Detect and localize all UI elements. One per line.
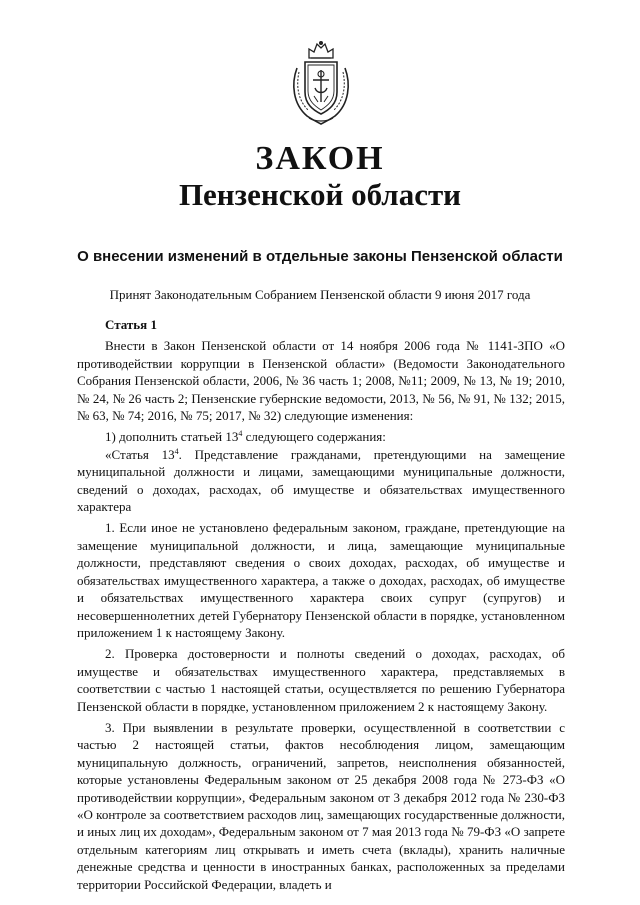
new-article-heading [77,446,565,516]
article-heading: Статья 1 [105,317,157,332]
new-article-title: . Представление гражданами, претендующими на замещение муниципальной должности и лицами, замещающими муниципальные должности, сведений о доходах, расходах, об имуществе и обязательствах имущественного характера [77,446,565,515]
document-subtitle: Пензенской области [178,177,462,212]
item-1-superscript: 4 [238,429,243,439]
clause-1-paragraph: 1. Если иное не установлено федеральным законом, граждане, претендующие на замещение муниципальной должности, и лица, замещающие муниципальные должности, представляют сведения о своих доходах, расходах, об имуществе и обязательствах имущественного характера, а также о доходах, расходах, об имуществе и обязательствах имущественного характера своих супруг (супругов) и несовершеннолетних детей Губернатору Пензенской области в порядке, установленном приложением 1 к настоящему Закону. [77,520,565,640]
law-title: О внесении изменений в отдельные законы Пензенской области [77,248,563,265]
adoption-line: Принят Законодательным Собранием Пензенской области 9 июня 2017 года [109,287,531,302]
document-title: ЗАКОН [255,140,385,177]
item-1-suffix: следующего содержания: [242,429,386,445]
penza-coat-of-arms-icon [287,38,355,126]
article-intro-paragraph: Внести в Закон Пензенской области от 14 ноября 2006 года № 1141-ЗПО «О противодействии коррупции в Пензенской области» (Ведомости Законодательного Собрания Пензенской области, 2006, № 36 часть 1; 2008, №11; 2009, № 13, № 19; 2010, № 24, № 26 часть 2; Пензенские губернские ведомости, 2013, № 56, № 91, № 132; 2015, № 63, № 74; 2016, № 75; 2017, № 32) следующие изменения: [77,338,565,424]
amendment-item-1 [77,428,565,445]
document-body [77,316,565,897]
new-article-superscript: 4 [174,446,179,456]
new-article-prefix: «Статья 13 [105,446,175,462]
clause-3-paragraph: 3. При выявлении в результате проверки, осуществленной в соответствии с частью 2 настоящей статьи, фактов несоблюдения лицом, замещающим муниципальную должность, ограничений, запретов, неисполнения обязанностей, которые установлены Федеральным законом от 25 декабря 2008 года № 273-ФЗ «О противодействии коррупции», Федеральным законом от 3 декабря 2012 года № 230-ФЗ «О контроле за соответствием расходов лиц, замещающих государственные должности, и иных лиц их доходам», Федеральным законом от 7 мая 2013 года № 79-ФЗ «О запрете отдельным категориям лиц открывать и иметь счета (вклады), хранить наличные денежные средства и ценности в иностранных банках, расположенных за пределами территории Российской Федерации, владеть и [77,719,565,892]
item-1-prefix: 1) дополнить статьей 13 [105,429,239,445]
clause-2-paragraph: 2. Проверка достоверности и полноты сведений о доходах, расходах, об имуществе и обязательствах имущественного характера, представляемых в соответствии с частью 1 настоящей статьи, осуществляется по решению Губернатора Пензенской области в порядке, установленном приложением 2 к настоящему Закону. [77,646,565,714]
